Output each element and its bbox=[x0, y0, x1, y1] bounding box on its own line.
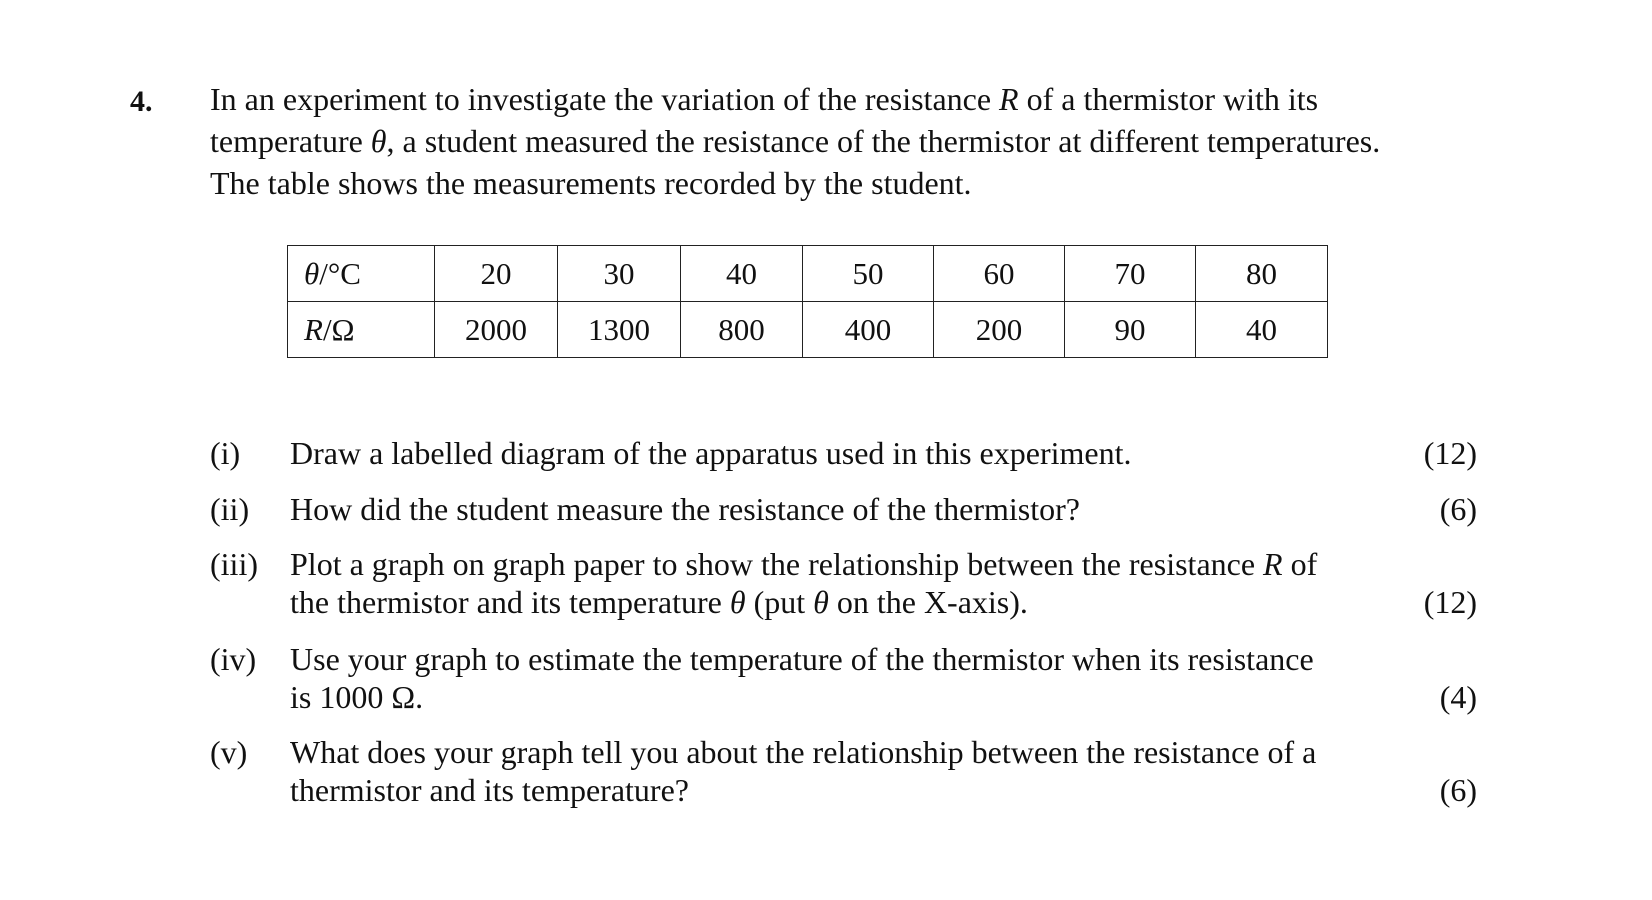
header-symbol: θ bbox=[304, 255, 320, 291]
table-cell: 40 bbox=[1196, 302, 1328, 358]
part-symbol: R bbox=[1263, 546, 1283, 582]
row-header-temperature bbox=[288, 246, 435, 302]
intro-line bbox=[210, 78, 1530, 120]
intro-text: In an experiment to investigate the variation of the resistance bbox=[210, 81, 1000, 117]
intro-line bbox=[210, 162, 1530, 204]
part-symbol: θ bbox=[729, 584, 746, 620]
table-cell: 20 bbox=[435, 246, 558, 302]
part-label: (iv) bbox=[210, 641, 257, 677]
table-row bbox=[288, 246, 1328, 302]
table-cell: 40 bbox=[681, 246, 803, 302]
intro-symbol: θ bbox=[370, 123, 387, 159]
part-text-run: Draw a labelled diagram of the apparatus used in this experiment. bbox=[290, 435, 1132, 471]
intro-symbol: R bbox=[999, 81, 1019, 117]
part-label: (ii) bbox=[210, 491, 250, 527]
part-line bbox=[290, 678, 1480, 716]
table-cell: 400 bbox=[803, 302, 934, 358]
marks-iv: (4) bbox=[1439, 679, 1477, 715]
marks-iii: (12) bbox=[1423, 584, 1477, 620]
part-text-run: is 1000 Ω. bbox=[290, 679, 424, 715]
part-text-run: of bbox=[1282, 546, 1318, 582]
table-row bbox=[288, 302, 1328, 358]
part-text bbox=[290, 434, 1480, 472]
intro-text: temperature bbox=[210, 123, 371, 159]
part-line bbox=[290, 434, 1480, 472]
part-symbol: θ bbox=[813, 584, 829, 620]
table-cell: 90 bbox=[1065, 302, 1196, 358]
row-header-resistance bbox=[288, 302, 435, 358]
table-cell: 50 bbox=[803, 246, 934, 302]
marks-v: (6) bbox=[1439, 772, 1477, 808]
part-text bbox=[290, 640, 1480, 716]
part-line bbox=[290, 771, 1480, 809]
intro-text: The table shows the measurements recorded by the student. bbox=[210, 165, 972, 201]
table-cell: 80 bbox=[1196, 246, 1328, 302]
part-text-run: (put bbox=[745, 584, 814, 620]
intro-text: of a thermistor with its bbox=[1018, 81, 1319, 117]
header-unit: /Ω bbox=[322, 311, 355, 347]
part-text bbox=[290, 733, 1480, 809]
table-cell: 200 bbox=[934, 302, 1065, 358]
part-text bbox=[290, 490, 1480, 528]
part-line bbox=[290, 640, 1480, 678]
part-line bbox=[290, 583, 1480, 621]
table-cell: 30 bbox=[558, 246, 681, 302]
part-label: (v) bbox=[210, 734, 248, 770]
part-label: (iii) bbox=[210, 546, 258, 582]
part-label: (i) bbox=[210, 435, 241, 471]
part-text bbox=[290, 545, 1480, 621]
intro-line bbox=[210, 120, 1530, 162]
part-text-run: What does your graph tell you about the relationship between the resistance of a bbox=[290, 734, 1317, 770]
table-cell: 70 bbox=[1065, 246, 1196, 302]
part-text-run: How did the student measure the resistance of the thermistor? bbox=[290, 491, 1080, 527]
table-cell: 800 bbox=[681, 302, 803, 358]
marks-ii: (6) bbox=[1439, 491, 1477, 527]
question-intro bbox=[210, 78, 1530, 204]
question-number: 4. bbox=[130, 85, 153, 118]
part-text-run: Plot a graph on graph paper to show the relationship between the resistance bbox=[290, 546, 1264, 582]
table-cell: 2000 bbox=[435, 302, 558, 358]
header-unit: /°C bbox=[319, 255, 361, 291]
marks-i: (12) bbox=[1423, 435, 1477, 471]
intro-text: , a student measured the resistance of the thermistor at different temperatures. bbox=[386, 123, 1381, 159]
part-text-run: thermistor and its temperature? bbox=[290, 772, 689, 808]
part-text-run: the thermistor and its temperature bbox=[290, 584, 730, 620]
measurements-table bbox=[287, 245, 1328, 358]
table-cell: 1300 bbox=[558, 302, 681, 358]
header-symbol: R bbox=[304, 311, 323, 347]
table-cell: 60 bbox=[934, 246, 1065, 302]
part-line bbox=[290, 545, 1480, 583]
part-line bbox=[290, 490, 1480, 528]
part-line bbox=[290, 733, 1480, 771]
part-text-run: Use your graph to estimate the temperature of the thermistor when its resistance bbox=[290, 641, 1314, 677]
part-text-run: on the X-axis). bbox=[828, 584, 1028, 620]
